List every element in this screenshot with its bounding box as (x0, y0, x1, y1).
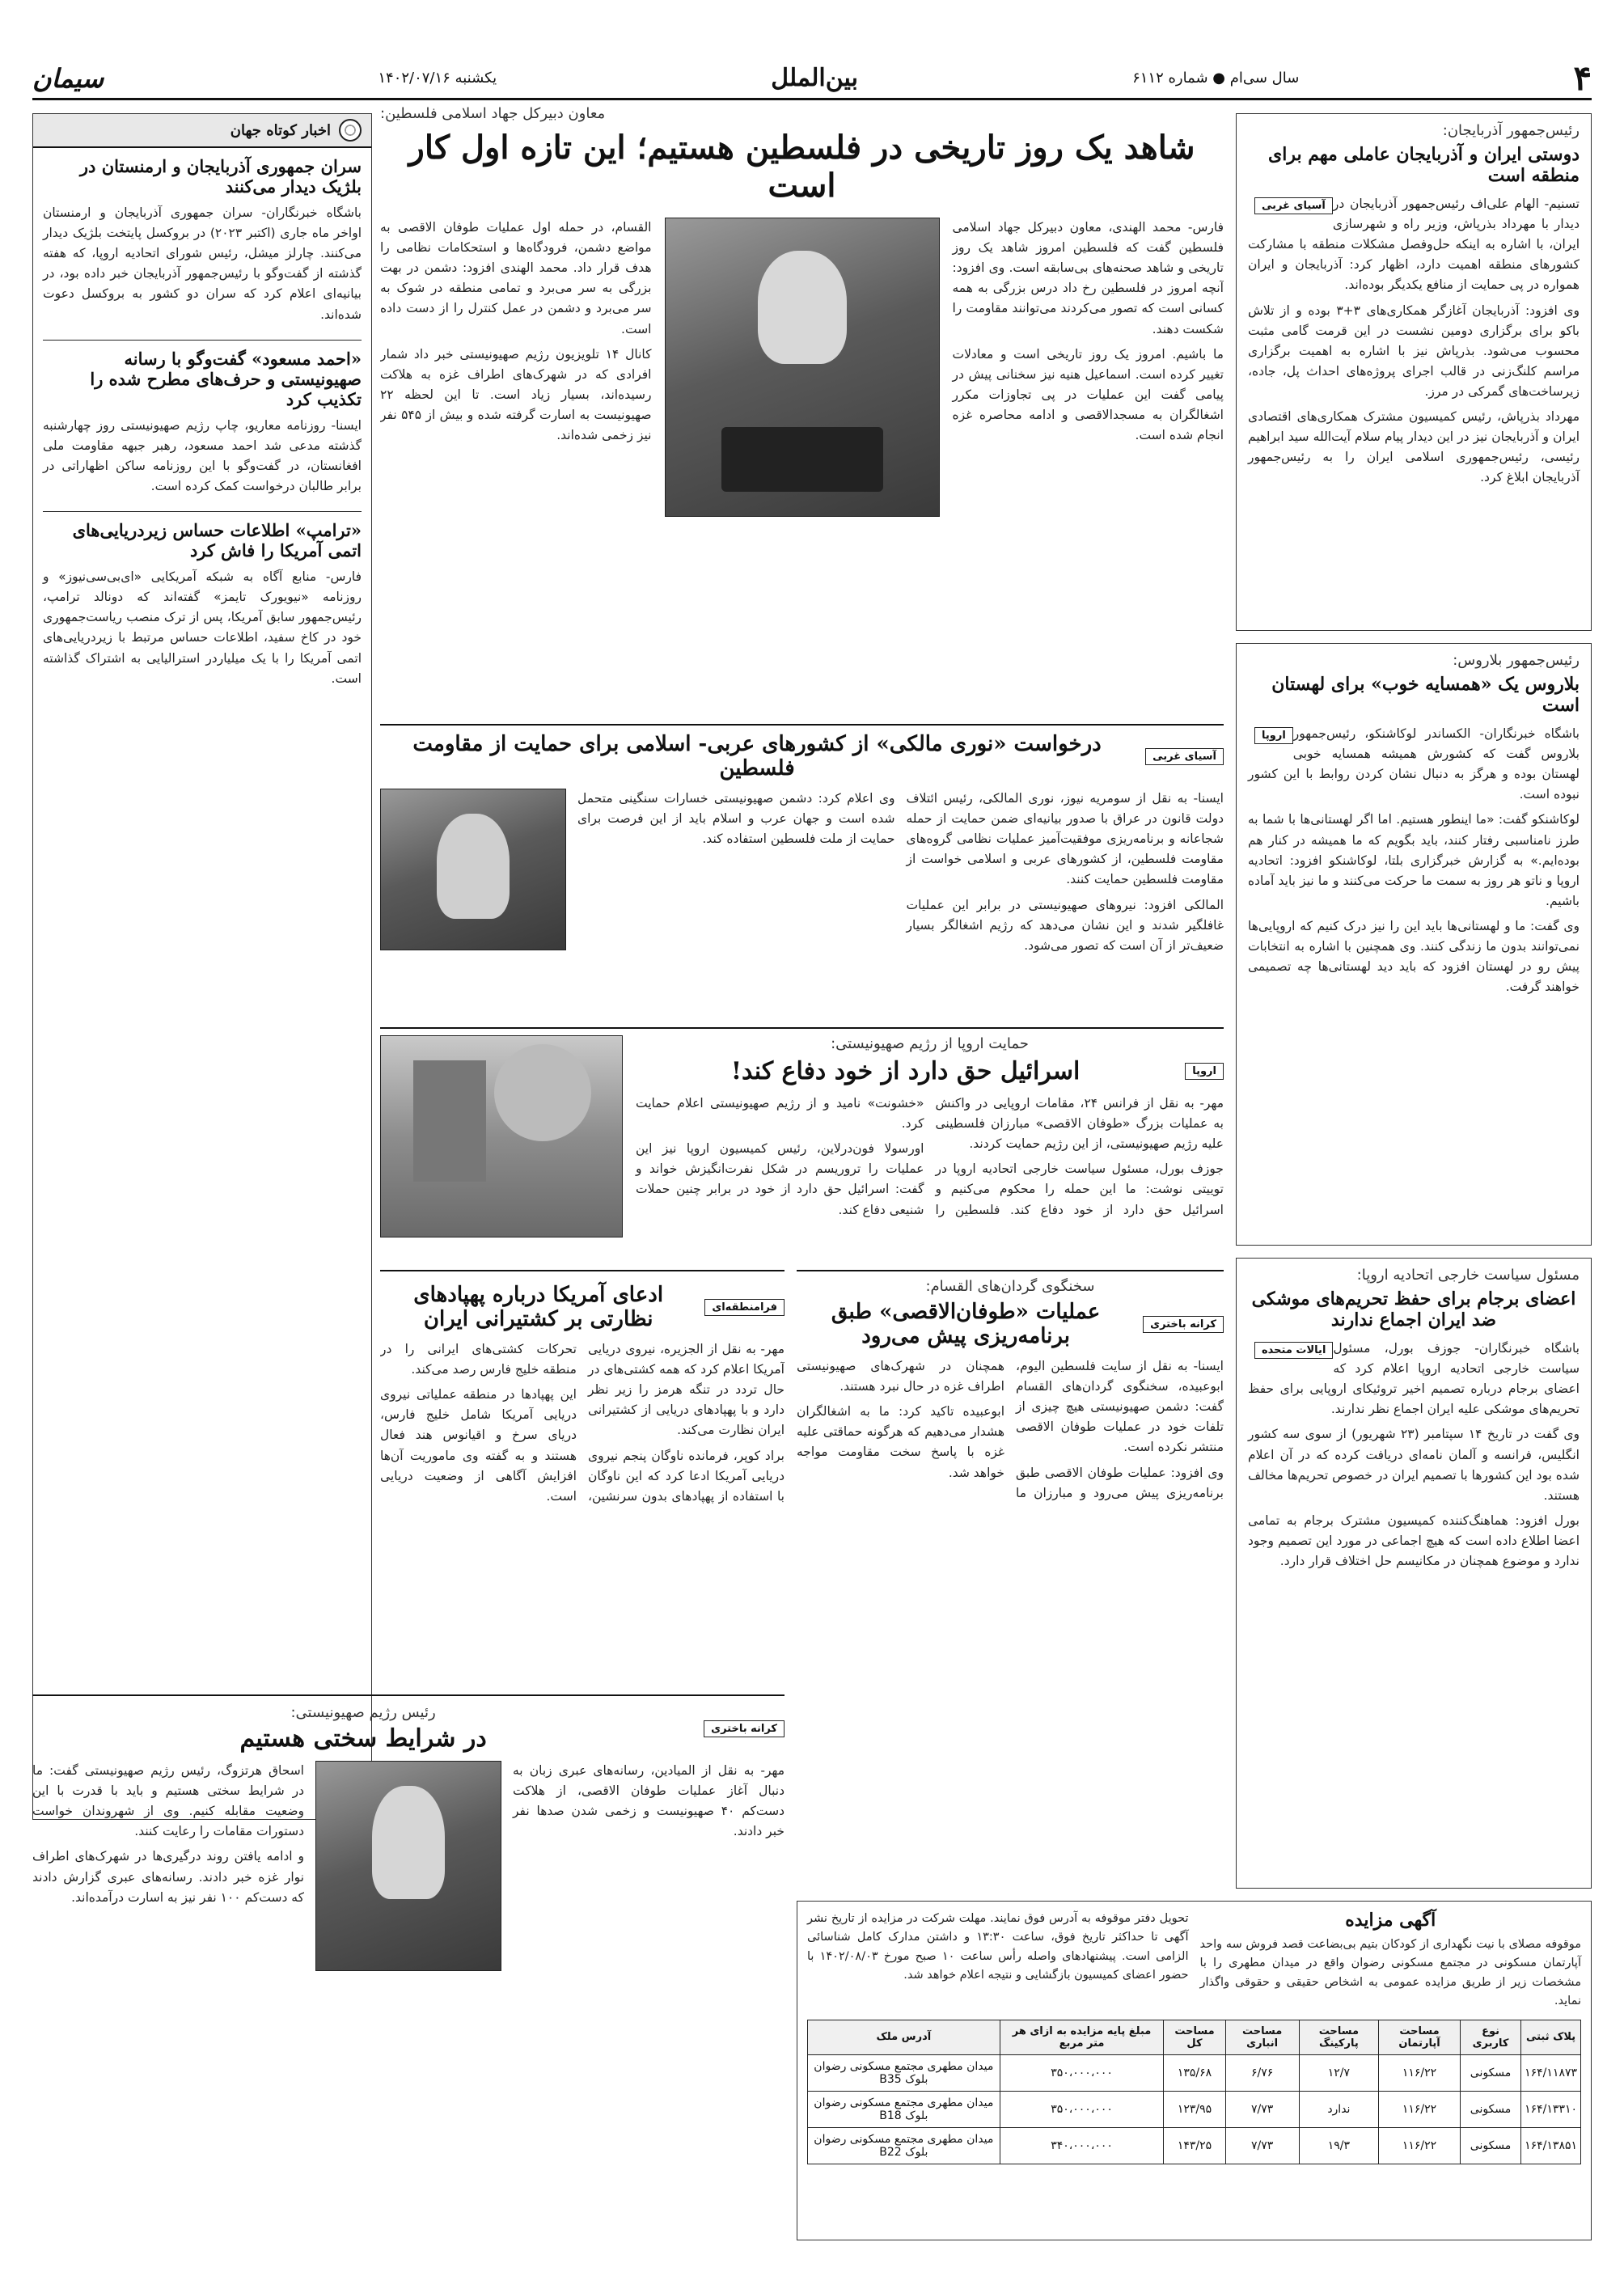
belarus-article (1236, 643, 1592, 1246)
herzog-body: مهر- به نقل از المیادین، رسانه‌های عبری زبان به دنبال آغاز عملیات طوفان الاقصی، از هلاکت دست‌کم ۴۰ صهیونیست و زخمی شدن صدها نفر خبر دادند. (513, 1763, 785, 1839)
lead-photo (665, 218, 940, 517)
herzog-article (32, 1694, 785, 2244)
belarus-kicker: رئیس‌جمهور بلاروس: (1453, 652, 1580, 669)
maliki-body: وی اعلام کرد: دشمن صهیونیستی خسارات سنگینی متحمل شده است و جهان عرب و اسلام باید از این فرصت برای حمایت از ملت فلسطین استفاده کند. (577, 791, 895, 847)
belarus-headline: بلاروس یک «همسایه خوب» برای لهستان است (1271, 674, 1580, 716)
us-navy-body: مهر- به نقل از الجزیره، نیروی دریایی آمریکا اعلام کرد که همه کشتی‌های در حال تردد در تنگه هرمز را زیر نظر دارد و با پهپادهای دریایی از کشتیرانی ایران نظارت می‌کند. براد کوپر، فرمانده ناوگان پنجم نیروی دریایی آمریکا ادعا کرد که این ناوگان با استفاده از پهپادهای بدون سرنشین، تحرکات کشتی‌های ایرانی را در منطقه خلیج فارس رصد می‌کند. این پهپادها در منطقه عملیاتی نیروی دریایی آمریکا شامل خلیج فارس، دریای سرخ و اقیانوس هند فعال هستند و به گفته وی ماموریت آن‌ها افزایش آگاهی از وضعیت دریایی است. (380, 1342, 785, 1504)
jcpoa-body: باشگاه خبرنگاران- جوزف بورل، مسئول سیاست خارجی اتحادیه اروپا اعلام کرد که اعضای برجام درباره تصمیم اخیر تروئیکای اروپایی برای حفظ تحریم‌های موشکی علیه ایران اجماع نظر ندارند. وی گفت در تاریخ ۱۴ سپتامبر (۲۳ شهریور) از سوی سه کشور انگلیس، فرانسه و آلمان نامه‌ای دریافت کرده که در آن اعلام شده بود این کشورها با تصمیم ایران در خصوص تحریم‌ها مخالف هستند. بورل افزود: هماهنگ‌کننده کمیسیون مشترک برجام به تمامی اعضا اطلاع داده است که هیچ اجماعی در مورد این تصمیم وجود ندارد و موضوع همچنان در مکانیسم حل اختلاف قرار دارد. (1248, 1341, 1580, 1569)
sidebar-item: سران جمهوری آذربایجان و ارمنستان در بلژیک دیدار می‌کنند باشگاه خبرنگاران- سران جمهوری آذربایجان و ارمنستان اواخر ماه جاری (اکتبر ۲۰۲۳) در بروکسل پایتخت بلژیک دیدار می‌کنند. چارلز میشل، رئیس شورای اتحادیه اروپا، که هفته گذشته از گفت‌وگو با رئیس‌جمهور آذربایجان خبر داده بود، در بیانیه‌ای اعلام کرد که سران دو کشور به بروکسل دعوت شده‌اند. (43, 156, 362, 322)
section-tag: ایالات متحده (1254, 1342, 1333, 1359)
destruction-photo (380, 1035, 623, 1237)
speaker-figure (758, 251, 847, 364)
herzog-headline: در شرایط سختی هستیم (239, 1724, 487, 1753)
issue-date: یکشنبه ۱۴۰۲/۰۷/۱۶ (378, 70, 497, 87)
section-tag: کرانه باختری (1143, 1316, 1224, 1333)
section-tag: فرامنطقه‌ای (704, 1299, 785, 1316)
maliki-photo (380, 789, 566, 950)
section-tag: کرانه باختری (704, 1720, 785, 1737)
us-navy-article (380, 1270, 785, 1682)
maliki-headline: درخواست «نوری مالکی» از کشورهای عربی- اسلامی برای حمایت از مقاومت فلسطین (412, 732, 1102, 781)
table-row: ۱۶۴/۱۳۳۱۰ مسکونی ۱۱۶/۲۲ ندارد ۷/۷۳ ۱۲۳/۹۵ ۳۵۰،۰۰۰،۰۰۰ میدان مطهری مجتمع مسکونی رضوان بلوک B18 (808, 2091, 1581, 2127)
herzog-body: اسحاق هرتزوگ، رئیس رژیم صهیونیستی گفت: ما در شرایط سختی هستیم و باید با قدرت با این وضعیت مقابله کنیم. وی از شهروندان خواست دستورات مقامات را رعایت کنند. و ادامه یافتن روند درگیری‌ها در شهرک‌های اطراف نوار غزه خبر دادند. رسانه‌های عبری گزارش دادند که دست‌کم ۱۰۰ نفر نیز به اسارت درآمده‌اند. (32, 1763, 304, 1905)
borrell-kicker: حمایت اروپا از رژیم صهیونیستی: (831, 1035, 1029, 1052)
borrell-body: مهر- به نقل از فرانس ۲۴، مقامات اروپایی در واکنش به عملیات بزرگ «طوفان الاقصی» مبارزان فلسطینی علیه رژیم صهیونیستی، از این رژیم حمایت کردند. جوزف بورل، مسئول سیاست خارجی اتحادیه اروپا در توییتی نوشت: ما این حمله را محکوم می‌کنیم و اسرائیل حق دارد از خود دفاع کند. فلسطین را «خشونت» نامید و از رژیم صهیونیستی اعلام حمایت کرد. اورسولا فون‌درلاین، رئیس کمیسیون اروپا نیز این عملیات را تروریسم در شکل نفرت‌انگیزش خواند و گفت: اسرائیل حق دارد از خود در برابر چنین حملات شنیعی دفاع کند. (636, 1096, 1224, 1217)
qassam-headline: عملیات «طوفان‌الاقصی» طبق برنامه‌ریزی پیش می‌رود (831, 1300, 1101, 1348)
sidebar-item: «ترامپ» اطلاعات حساس زیردریایی‌های اتمی آمریکا را فاش کرد فارس- منابع آگاه به شبکه آمریکایی «ای‌بی‌سی‌نیوز» و روزنامه «نیویورک تایمز» گفته‌اند که دونالد ترامپ، رئیس‌جمهور سابق آمریکا، پس از ترک منصب ریاست‌جمهوری خود در کاخ سفید، اطلاعات حساس مرتبط با زیردریایی‌های اتمی آمریکا را با یک میلیاردر استرالیایی به اشتراک گذاشته است. (43, 511, 362, 689)
auction-table (807, 2020, 1581, 2164)
section-title: بین‌الملل (771, 64, 858, 92)
herzog-photo (315, 1761, 501, 1971)
section-tag: آسیای غربی (1254, 197, 1333, 214)
borrell-article (380, 1027, 1224, 1262)
us-navy-headline: ادعای آمریکا درباره پهپادهای نظارتی بر کشتیرانی ایران (413, 1283, 664, 1331)
microphones (721, 427, 883, 492)
lead-headline: شاهد یک روز تاریخی در فلسطین هستیم؛ این تازه اول کار است (408, 129, 1195, 205)
jcpoa-article (1236, 1258, 1592, 1889)
lead-kicker: معاون دبیرکل جهاد اسلامی فلسطین: (380, 105, 606, 122)
building-shape (413, 1060, 486, 1182)
news-sidebar (32, 113, 372, 1820)
auction-notice: تحویل دفتر موقوفه به آدرس فوق نمایند. مهلت شرکت در مزایده از تاریخ نشر آگهی تا حداکثر تاریخ فوق، ساعت ۱۳:۳۰ و داشتن مدارک کامل شناسائی الزامی است. پیشنهادهای واصله رأس ساعت ۱۰ صبح مورخ ۱۴۰۲/۰۸/۰۳ با حضور اعضای کمیسیون بازگشایی و نتیجه اعلام خواهد شد. (807, 1912, 1189, 1982)
portrait-figure (437, 814, 510, 919)
maliki-article (380, 724, 1224, 1019)
azerbaijan-body: تسنیم- الهام علی‌اف رئیس‌جمهور آذربایجان در دیدار با مهرداد بذرپاش، وزیر راه و شهرسازی ایران، با اشاره به اینکه حل‌وفصل مشکلات منطقه با مشارکت کشورهای منطقه اهمیت دارد، اظهار کرد: آذربایجان و ایران همواره در پی حمایت از منافع یکدیگر بوده‌اند. وی افزود: آذربایجان آغازگر همکاری‌های ۳+۳ بوده و از تلاش باکو برای برگزاری دومین نشست در این قرمت گامی مثبت محسوب می‌شود. بذرپاش نیز با اشاره به اهمیت برگزاری مراسم کلنگ‌زنی در قالب اجرای پروژه‌های احداث پل، جاده، زیرساخت‌های گمرکی در مرز. مهرداد بذرپاش، رئیس کمیسیون مشترک همکاری‌های اقتصادی ایران و آذربایجان نیز در این دیدار پیام سلام آیت‌الله سید ابراهیم رئیسی، رئیس‌جمهوری اسلامی ایران را به رئیس‌جمهور آذربایجان ابلاغ کرد. (1248, 197, 1580, 485)
sidebar-title: اخبار کوتاه جهان (230, 121, 331, 139)
smoke-shape (494, 1044, 591, 1141)
herzog-kicker: رئیس رژیم صهیونیستی: (290, 1704, 436, 1721)
issue-number: سال سی‌ام ● شماره ۶۱۱۲ (1132, 70, 1300, 87)
azerbaijan-headline: دوستی ایران و آذربایجان عاملی مهم برای منطقه است (1268, 144, 1580, 186)
auction-intro: موقوفه مصلای با نیت نگهداری از کودکان بتیم بی‌بضاعت قصد فروش سه واحد آپارتمان مسکونی در مجتمع مسکونی رضوان واقع در میدان مطهری را با مشخصات زیر از طریق مزایده عمومی به اشخاص حقیقی و حقوقی واگذار نماید. (1199, 1938, 1581, 2008)
globe-icon (339, 119, 362, 142)
lead-story (380, 105, 1224, 720)
lead-body-column: القسام، در حمله اول عملیات طوفان الاقصی به مواضع دشمن، فرودگاه‌ها و استحکامات نظامی را هدف قرار داد. محمد الهندی افزود: دشمن در بهت بزرگی به سر می‌برد و تمامی منطقه در شوک به سر می‌برد و دشمن در عمل کنترل را از دست داده است. کانال ۱۴ تلویزیون رژیم صهیونیستی خبر داد شمار افرادی که در شهرک‌های اطراف غزه به هلاکت رسیده‌اند، بسیار زیاد است. تا این لحظه ۲۲ صهیونیست به اسارت گرفته شده و بیش از ۵۴۵ نفر نیز زخمی شده‌اند. (380, 220, 652, 443)
jcpoa-kicker: مسئول سیاست خارجی اتحادیه اروپا: (1356, 1267, 1580, 1284)
section-tag: اروپا (1185, 1063, 1224, 1080)
sidebar-item: «احمد مسعود» گفت‌وگو با رسانه صهیونیستی و حرف‌های مطرح شده را تکذیب کرد ایسنا- روزنامه معاریو، چاپ رژیم صهیونیستی روز چهارشنبه گذشته مدعی شد احمد مسعود، رهبر جبهه مقاومت ملی افغانستان، در گفت‌وگو با این روزنامه ساکن اظهاراتی در برابر طالبان درخواست کمک کرده است. (43, 340, 362, 497)
section-tag: اروپا (1254, 727, 1293, 744)
table-header-row: پلاک ثبتی نوع کاربری مساحت آپارتمان مساحت پارکینگ مساحت انباری مساحت کل مبلغ پایه مزایده به ازای هر متر مربع آدرس ملک (808, 2020, 1581, 2054)
page-number: ۴ (1573, 58, 1592, 98)
table-row: ۱۶۴/۱۱۸۷۳ مسکونی ۱۱۶/۲۲ ۱۲/۷ ۶/۷۶ ۱۳۵/۶۸ ۳۵۰،۰۰۰،۰۰۰ میدان مطهری مجتمع مسکونی رضوان بلوک B35 (808, 2054, 1581, 2091)
table-row: ۱۶۴/۱۳۸۵۱ مسکونی ۱۱۶/۲۲ ۱۹/۳ ۷/۷۳ ۱۴۳/۲۵ ۳۴۰،۰۰۰،۰۰۰ میدان مطهری مجتمع مسکونی رضوان بلوک B22 (808, 2127, 1581, 2164)
portrait-figure (372, 1786, 445, 1899)
qassam-kicker: سخنگوی گردان‌های القسام: (925, 1278, 1095, 1295)
belarus-body: باشگاه خبرنگاران- الکساندر لوکاشنکو، رئیس‌جمهور بلاروس گفت که کشورش همیشه همسایه خوبی لهستان بوده و هرگز به دنبال نشان کردن روابط با این کشور نبوده است. لوکاشنکو گفت: «ما اینطور هستیم. اما اگر لهستانی‌ها با شما به طرز نامناسبی رفتار کنند، باید بگویم که ما همیشه در کنار هم بوده‌ایم.» به گزارش خبرگزاری بلتا، لوکاشنکو افزود: اتحادیه اروپا و ناتو هر روز به سمت ما حرکت می‌کنند و ما نیز باید آماده باشیم. وی گفت: ما و لهستانی‌ها باید این را نیز درک کنیم که اروپایی‌ها نمی‌توانند بدون ما زندگی کنند. وی همچنین با اشاره به انتخابات پیش رو در لهستان افزود که باید دید لهستانی‌ها چه تصمیمی خواهند گرفت. (1248, 726, 1580, 995)
auction-title: آگهی مزایده (1345, 1910, 1436, 1931)
newspaper-logo: سیمان (32, 62, 104, 94)
azerbaijan-article (1236, 113, 1592, 631)
azerbaijan-kicker: رئیس‌جمهور آذربایجان: (1442, 122, 1580, 139)
borrell-headline: اسرائیل حق دارد از خود دفاع کند! (730, 1057, 1081, 1085)
lead-body-column: فارس- محمد الهندی، معاون دبیرکل جهاد اسلامی فلسطین گفت که فلسطین امروز شاهد یک روز تاریخی و شاهد صحنه‌های بی‌سابقه است. وی افزود: آنچه امروز در فلسطین رخ داد درس بزرگی به همه کسانی است که تصور می‌کردند می‌توانند مقاومت را شکست دهند. ما باشیم. امروز یک روز تاریخی است و معادلات تغییر کرده است. اسماعیل هنیه نیز سخنانی پیش در پیامی گفت این عملیات در پی تجاوزات مکرر اشغالگران به مسجدالاقصی و ادامه محاصره غزه انجام شده است. (952, 220, 1224, 443)
auction-ad (797, 1901, 1592, 2240)
section-tag: آسیای غربی (1145, 748, 1224, 765)
maliki-body: ایسنا- به نقل از سومریه نیوز، نوری المالکی، رئیس ائتلاف دولت قانون در عراق با صدور بیانیه‌ای ضمن حمایت از حمله شجاعانه و برنامه‌ریزی موفقیت‌آمیز عملیات نظامی گروه‌های مقاومت فلسطین، از کشورهای عربی و اسلامی خواست از مقاومت فلسطین حمایت کنند. المالکی افزود: نیروهای صهیونیستی در برابر این عملیات غافلگیر شدند و این نشان می‌دهد که رژیم اشغالگر بسیار ضعیف‌تر از آن است که تصور می‌شود. (906, 791, 1224, 953)
jcpoa-headline: اعضای برجام برای حفظ تحریم‌های موشکی ضد ایران اجماع ندارند (1251, 1288, 1576, 1331)
qassam-article (797, 1270, 1224, 1682)
masthead (32, 58, 1592, 100)
qassam-body: ایسنا- به نقل از سایت فلسطین الیوم، ابوعبیده، سخنگوی گردان‌های القسام گفت: دشمن صهیونیستی هیچ چیزی از تلفات خود در عملیات طوفان الاقصی منتشر نکرده است. وی افزود: عملیات طوفان الاقصی طبق برنامه‌ریزی پیش می‌رود و مبارزان ما همچنان در شهرک‌های صهیونیستی اطراف غزه در حال نبرد هستند. ابوعبیده تاکید کرد: ما به اشغالگران هشدار می‌دهیم که هرگونه حماقتی علیه غزه با پاسخ سخت مقاومت مواجه خواهد شد. (797, 1359, 1224, 1500)
